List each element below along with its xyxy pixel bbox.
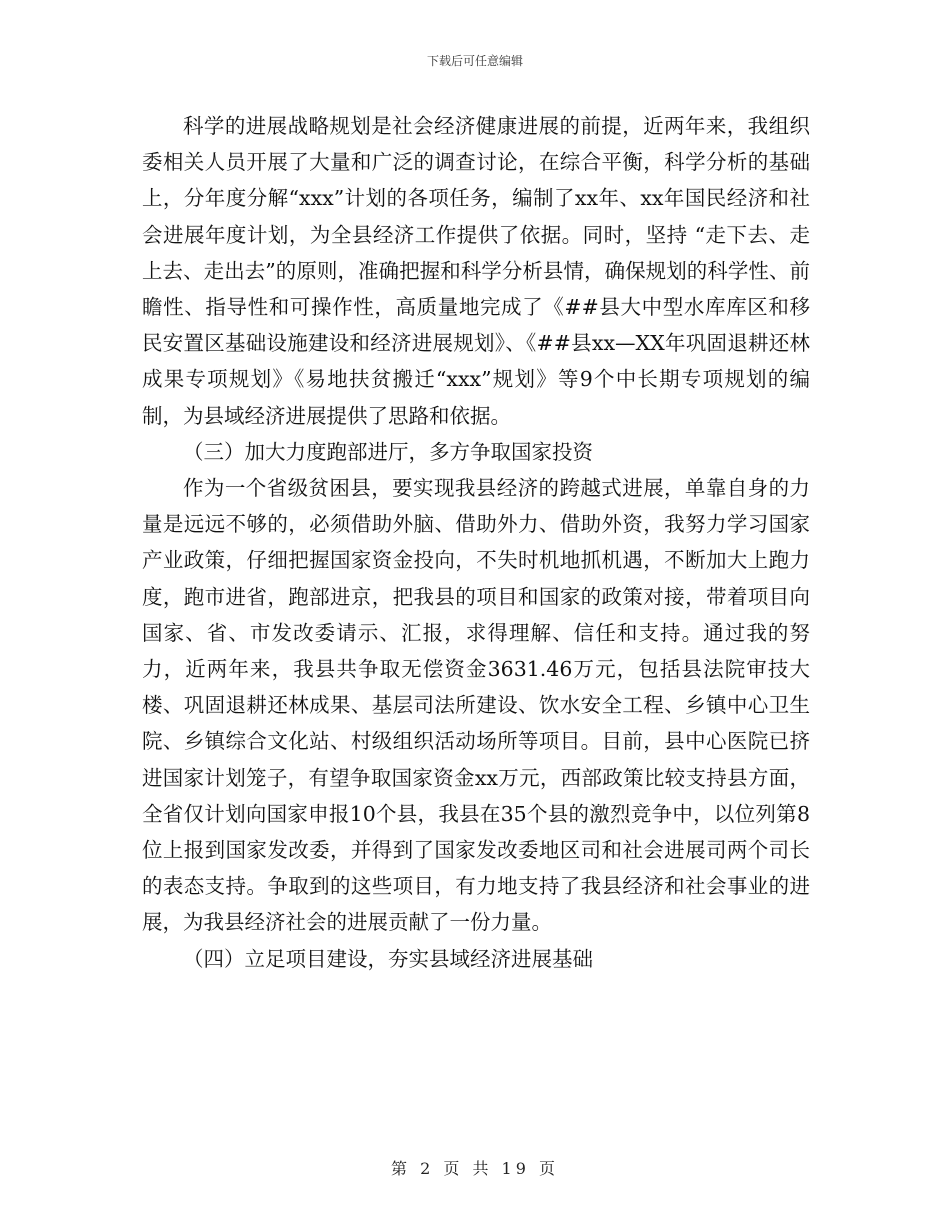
paragraph-investment: 作为一个省级贫困县，要实现我县经济的跨越式进展，单靠自身的力量是远远不够的，必须借助外脑、借助外力、借助外资，我努力学习国家产业政策，仔细把握国家资金投向，不失时机地抓机遇，不断加大上跑力度，跑市进省，跑部进京，把我县的项目和国家的政策对接，带着项目向国家、省、市发改委请示、汇报，求得理解、信任和支持。通过我的努力，近两年来，我县共争取无偿资金3631.46万元，包括县法院审技大楼、巩固退耕还林成果、基层司法所建设、饮水安全工程、乡镇中心卫生院、乡镇综合文化站、村级组织活动场所等项目。目前，县中心医院已挤进国家计划笼子，有望争取国家资金xx万元，西部政策比较支持县方面，全省仅计划向国家申报10个县，我县在35个县的激烈竞争中，以位列第8位上报到国家发改委，并得到了国家发改委地区司和社会进展司两个司长的表态支持。争取到的这些项目，有力地支持了我县经济和社会事业的进展，为我县经济社会的进展贡献了一份力量。 bbox=[142, 476, 810, 935]
paragraph-planning: 科学的进展战略规划是社会经济健康进展的前提，近两年来，我组织委相关人员开展了大量和广泛的调查讨论，在综合平衡，科学分析的基础上，分年度分解“xxx”计划的各项任务，编制了xx年、xx年国民经济和社会进展年度计划，为全县经济工作提供了依据。同时，坚持 “走下去、走上去、走出去”的原则，准确把握和科学分析县情，确保规划的科学性、前瞻性、指导性和可操作性，高质量地完成了《##县大中型水库库区和移民安置区基础设施建设和经济进展规划》、《##县xx—XX年巩固退耕还林成果专项规划》《易地扶贫搬迁“xxx”规划》等9个中长期专项规划的编制，为县域经济进展提供了思路和依据。 bbox=[142, 114, 810, 428]
page-header-note: 下载后可任意编辑 bbox=[426, 54, 523, 68]
document-body bbox=[142, 108, 810, 977]
section-heading-4: （四）立足项目建设，夯实县域经济进展基础 bbox=[183, 946, 593, 971]
page-number-footer: 第 2 页 共 19 页 bbox=[391, 1159, 559, 1178]
section-heading-3: （三）加大力度跑部进厅，多方争取国家投资 bbox=[183, 439, 593, 464]
